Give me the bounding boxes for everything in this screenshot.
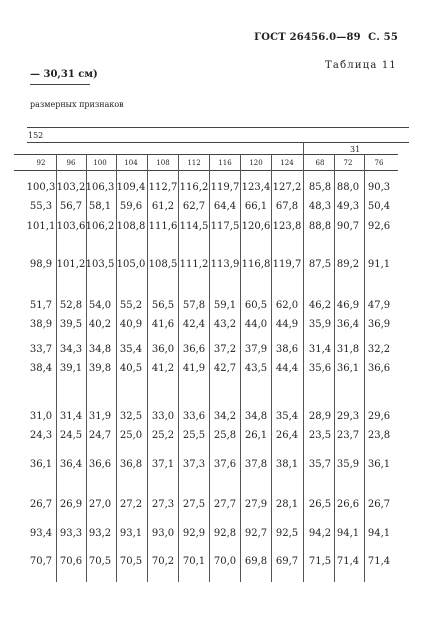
- table-cell: 103,5: [85, 259, 115, 270]
- table-cell: 29,3: [336, 411, 360, 422]
- header-divider: [14, 154, 306, 155]
- table-cell: 37,9: [244, 344, 268, 355]
- table-cell: 60,5: [244, 300, 268, 311]
- table-cell: 54,0: [88, 300, 112, 311]
- table-cell: 103,6: [56, 221, 86, 232]
- table-cell: 101,2: [56, 259, 86, 270]
- table-cell: 71,4: [336, 556, 360, 567]
- table-cell: 24,3: [29, 430, 53, 441]
- table-cell: 94,2: [308, 528, 332, 539]
- table-cell: 70,1: [182, 556, 206, 567]
- table-cell: 37,2: [213, 344, 237, 355]
- table-cell: 70,2: [151, 556, 175, 567]
- column-header: 72: [343, 159, 353, 167]
- table-cell: 37,8: [244, 459, 268, 470]
- table-cell: 44,0: [244, 319, 268, 330]
- table-cell: 116,8: [241, 259, 271, 270]
- table-cell: 26,5: [308, 499, 332, 510]
- table-cell: 56,7: [59, 201, 83, 212]
- table-cell: 37,1: [151, 459, 175, 470]
- group-label: 152: [28, 131, 44, 140]
- table-cell: 92,8: [213, 528, 237, 539]
- table-cell: 93,0: [151, 528, 175, 539]
- table-cell: 111,6: [148, 221, 178, 232]
- table-cell: 35,4: [119, 344, 143, 355]
- table-cell: 36,0: [151, 344, 175, 355]
- table-cell: 71,5: [308, 556, 332, 567]
- table-cell: 27,9: [244, 499, 268, 510]
- table-cell: 37,3: [182, 459, 206, 470]
- table-cell: 55,2: [119, 300, 143, 311]
- table-cell: 61,2: [151, 201, 175, 212]
- table-cell: 88,8: [308, 221, 332, 232]
- table-cell: 26,4: [275, 430, 299, 441]
- table-cell: 36,4: [336, 319, 360, 330]
- column-header: 96: [66, 159, 76, 167]
- table-cell: 93,1: [119, 528, 143, 539]
- range-note: — 30,31 см): [30, 69, 98, 80]
- table-cell: 87,5: [308, 259, 332, 270]
- table-cell: 39,8: [88, 363, 112, 374]
- table-cell: 56,5: [151, 300, 175, 311]
- table-cell: 28,9: [308, 411, 332, 422]
- table-cell: 88,0: [336, 182, 360, 193]
- table-cell: 38,4: [29, 363, 53, 374]
- table-cell: 55,3: [29, 201, 53, 212]
- table-cell: 40,5: [119, 363, 143, 374]
- table-cell: 40,2: [88, 319, 112, 330]
- table-cell: 92,9: [182, 528, 206, 539]
- column-header: 116: [218, 159, 232, 167]
- table-cell: 90,7: [336, 221, 360, 232]
- table-cell: 26,6: [336, 499, 360, 510]
- table-cell: 33,6: [182, 411, 206, 422]
- table-cell: 35,6: [308, 363, 332, 374]
- table-cell: 127,2: [272, 182, 302, 193]
- column-header: 76: [374, 159, 384, 167]
- table-cell: 66,1: [244, 201, 268, 212]
- table-cell: 85,8: [308, 182, 332, 193]
- table-cell: 31,8: [336, 344, 360, 355]
- table-cell: 114,5: [179, 221, 209, 232]
- table-cell: 42,4: [182, 319, 206, 330]
- table-cell: 26,7: [29, 499, 53, 510]
- table-cell: 38,9: [29, 319, 53, 330]
- table-cell: 31,4: [59, 411, 83, 422]
- table-cell: 35,9: [308, 319, 332, 330]
- table-cell: 71,4: [367, 556, 391, 567]
- table-cell: 34,2: [213, 411, 237, 422]
- table-cell: 26,7: [367, 499, 391, 510]
- table-cell: 33,0: [151, 411, 175, 422]
- table-cell: 34,8: [244, 411, 268, 422]
- table-cell: 26,1: [244, 430, 268, 441]
- table-cell: 113,9: [210, 259, 240, 270]
- table-cell: 69,7: [275, 556, 299, 567]
- table-cell: 57,8: [182, 300, 206, 311]
- table-cell: 93,2: [88, 528, 112, 539]
- table-cell: 38,1: [275, 459, 299, 470]
- table-cell: 108,8: [116, 221, 146, 232]
- column-header: 124: [280, 159, 294, 167]
- table-cell: 27,7: [213, 499, 237, 510]
- table-cell: 50,4: [367, 201, 391, 212]
- table-cell: 40,9: [119, 319, 143, 330]
- table-cell: 106,3: [85, 182, 115, 193]
- table-cell: 91,1: [367, 259, 391, 270]
- table-cell: 39,5: [59, 319, 83, 330]
- table-cell: 35,4: [275, 411, 299, 422]
- top-divider: [30, 84, 90, 85]
- table-cell: 25,5: [182, 430, 206, 441]
- group-divider: [27, 142, 409, 143]
- table-cell: 36,1: [29, 459, 53, 470]
- column-header: 100: [93, 159, 107, 167]
- table-cell: 31,0: [29, 411, 53, 422]
- table-cell: 23,5: [308, 430, 332, 441]
- table-cell: 44,9: [275, 319, 299, 330]
- group2-divider: [306, 154, 398, 155]
- table-cell: 25,0: [119, 430, 143, 441]
- table-cell: 27,5: [182, 499, 206, 510]
- table-cell: 94,1: [367, 528, 391, 539]
- table-cell: 39,1: [59, 363, 83, 374]
- table-subtitle: размерных признаков: [30, 100, 124, 109]
- table-cell: 25,8: [213, 430, 237, 441]
- table-cell: 27,0: [88, 499, 112, 510]
- table-cell: 120,6: [241, 221, 271, 232]
- table-cell: 36,6: [182, 344, 206, 355]
- table-cell: 24,5: [59, 430, 83, 441]
- table-cell: 93,4: [29, 528, 53, 539]
- table-cell: 31,4: [308, 344, 332, 355]
- table-cell: 70,0: [213, 556, 237, 567]
- table-cell: 36,8: [119, 459, 143, 470]
- table-cell: 23,8: [367, 430, 391, 441]
- table-cell: 119,7: [272, 259, 302, 270]
- table-cell: 70,5: [88, 556, 112, 567]
- table-cell: 101,1: [26, 221, 56, 232]
- table-cell: 123,4: [241, 182, 271, 193]
- table-cell: 90,3: [367, 182, 391, 193]
- table-cell: 103,2: [56, 182, 86, 193]
- table-cell: 32,2: [367, 344, 391, 355]
- table-cell: 27,3: [151, 499, 175, 510]
- standard-number: ГОСТ 26456.0—89: [254, 32, 361, 43]
- table-cell: 111,2: [179, 259, 209, 270]
- table-cell: 112,7: [148, 182, 178, 193]
- table-cell: 44,4: [275, 363, 299, 374]
- table-cell: 36,6: [88, 459, 112, 470]
- table-cell: 100,3: [26, 182, 56, 193]
- table-cell: 105,0: [116, 259, 146, 270]
- table-cell: 35,9: [336, 459, 360, 470]
- table-cell: 36,6: [367, 363, 391, 374]
- table-label: Таблица 11: [325, 60, 397, 71]
- table-cell: 37,6: [213, 459, 237, 470]
- table-cell: 64,4: [213, 201, 237, 212]
- table-cell: 36,1: [367, 459, 391, 470]
- table-cell: 25,2: [151, 430, 175, 441]
- table-cell: 42,7: [213, 363, 237, 374]
- column-header: 108: [156, 159, 170, 167]
- table-cell: 49,3: [336, 201, 360, 212]
- table-cell: 32,5: [119, 411, 143, 422]
- page-number: С. 55: [368, 32, 398, 43]
- table-cell: 106,2: [85, 221, 115, 232]
- table-top-border: [27, 127, 409, 128]
- table-cell: 27,2: [119, 499, 143, 510]
- table-cell: 48,3: [308, 201, 332, 212]
- table-cell: 116,2: [179, 182, 209, 193]
- column-header: 112: [187, 159, 201, 167]
- table-cell: 34,8: [88, 344, 112, 355]
- table-cell: 93,3: [59, 528, 83, 539]
- table-cell: 35,7: [308, 459, 332, 470]
- column-header: 92: [36, 159, 46, 167]
- table-cell: 26,9: [59, 499, 83, 510]
- table-cell: 46,9: [336, 300, 360, 311]
- table-cell: 52,8: [59, 300, 83, 311]
- table-cell: 70,6: [59, 556, 83, 567]
- table-cell: 24,7: [88, 430, 112, 441]
- table-cell: 92,6: [367, 221, 391, 232]
- table-cell: 47,9: [367, 300, 391, 311]
- table-cell: 36,9: [367, 319, 391, 330]
- table-cell: 38,6: [275, 344, 299, 355]
- group2-label: 31: [350, 145, 361, 154]
- table-cell: 28,1: [275, 499, 299, 510]
- table-cell: 36,4: [59, 459, 83, 470]
- table-cell: 41,6: [151, 319, 175, 330]
- table-cell: 62,7: [182, 201, 206, 212]
- table-cell: 98,9: [29, 259, 53, 270]
- table-cell: 89,2: [336, 259, 360, 270]
- table-cell: 123,8: [272, 221, 302, 232]
- table-cell: 69,8: [244, 556, 268, 567]
- column-header: 120: [249, 159, 263, 167]
- table-cell: 34,3: [59, 344, 83, 355]
- column-header: 104: [124, 159, 138, 167]
- table-cell: 92,7: [244, 528, 268, 539]
- table-cell: 67,8: [275, 201, 299, 212]
- page-header: [0, 32, 398, 43]
- table-cell: 117,5: [210, 221, 240, 232]
- table-cell: 94,1: [336, 528, 360, 539]
- header-bottom-border: [14, 170, 398, 171]
- table-cell: 31,9: [88, 411, 112, 422]
- table-cell: 109,4: [116, 182, 146, 193]
- table-cell: 92,5: [275, 528, 299, 539]
- table-cell: 23,7: [336, 430, 360, 441]
- table-cell: 58,1: [88, 201, 112, 212]
- table-cell: 59,1: [213, 300, 237, 311]
- table-cell: 51,7: [29, 300, 53, 311]
- table-cell: 108,5: [148, 259, 178, 270]
- table-cell: 29,6: [367, 411, 391, 422]
- table-cell: 43,5: [244, 363, 268, 374]
- column-header: 68: [315, 159, 325, 167]
- table-cell: 41,2: [151, 363, 175, 374]
- table-cell: 119,7: [210, 182, 240, 193]
- table-cell: 33,7: [29, 344, 53, 355]
- table-cell: 62,0: [275, 300, 299, 311]
- table-cell: 70,5: [119, 556, 143, 567]
- table-cell: 46,2: [308, 300, 332, 311]
- table-cell: 43,2: [213, 319, 237, 330]
- table-cell: 70,7: [29, 556, 53, 567]
- table-cell: 41,9: [182, 363, 206, 374]
- table-cell: 59,6: [119, 201, 143, 212]
- table-cell: 36,1: [336, 363, 360, 374]
